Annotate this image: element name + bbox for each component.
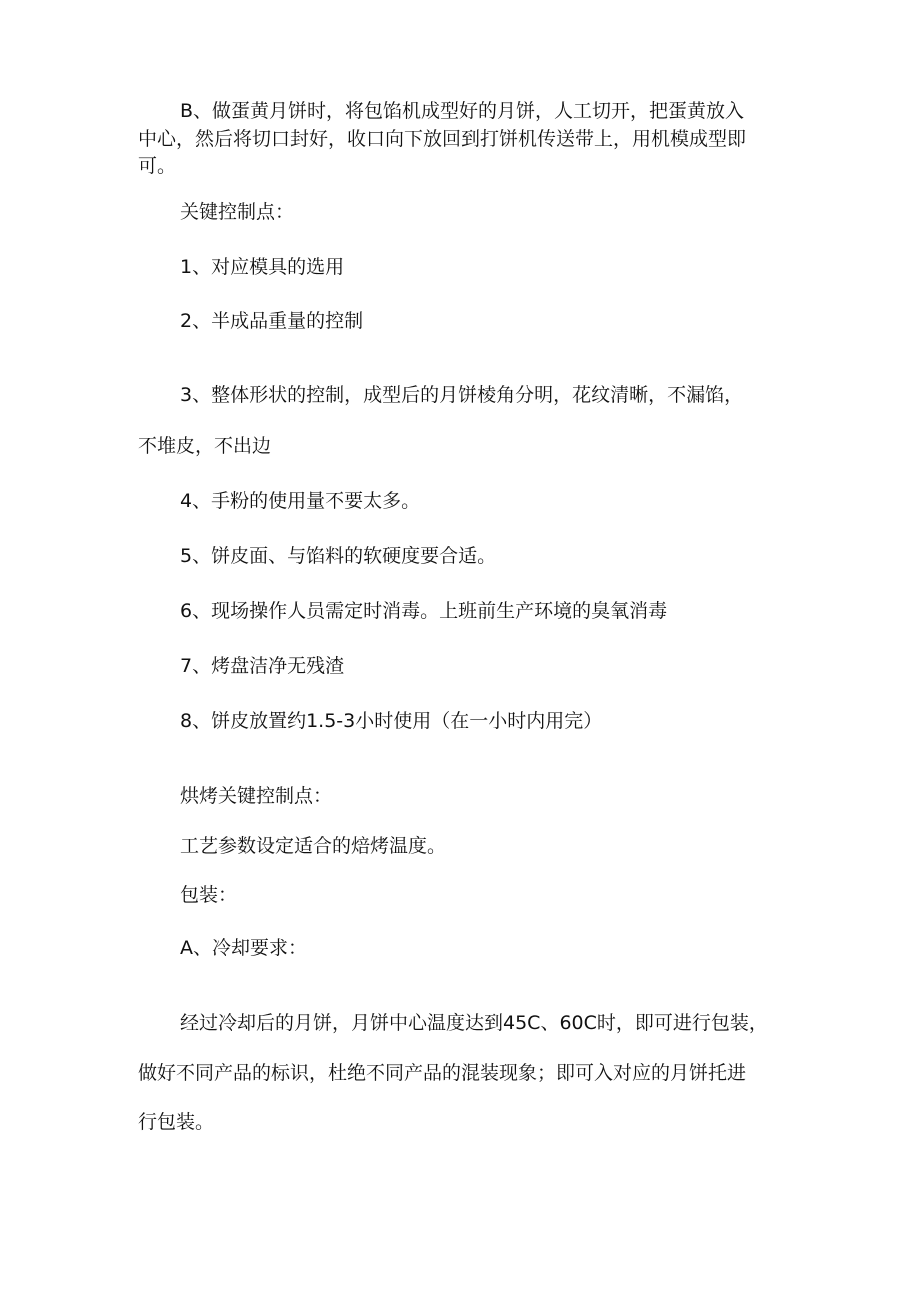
- cooling-paragraph-line-1: 经过冷却后的月饼，月饼中心温度达到45C、60C时，即可进行包装，: [180, 1012, 768, 1034]
- paragraph-b-line-1: B、做蛋黄月饼时，将包馅机成型好的月饼，人工切开，把蛋黄放入: [180, 100, 745, 122]
- key-point-3: 3、整体形状的控制，成型后的月饼棱角分明，花纹清晰，不漏馅，: [180, 384, 744, 406]
- key-point-5: 5、饼皮面、与馅料的软硬度要合适。: [180, 545, 497, 567]
- packaging-heading: 包装：: [180, 884, 238, 906]
- key-points-heading: 关键控制点：: [180, 201, 295, 223]
- key-point-8: 8、饼皮放置约1.5-3小时使用（在一小时内用完）: [180, 710, 603, 732]
- key-point-2: 2、半成品重量的控制: [180, 310, 364, 332]
- cooling-paragraph-line-2: 做好不同产品的标识，杜绝不同产品的混装现象；即可入对应的月饼托进: [138, 1062, 747, 1084]
- key-point-6: 6、现场操作人员需定时消毒。上班前生产环境的臭氧消毒: [180, 600, 668, 622]
- key-point-1: 1、对应模具的选用: [180, 256, 345, 278]
- paragraph-b-line-3: 可。: [138, 155, 177, 177]
- cooling-paragraph-line-3: 行包装。: [138, 1111, 215, 1133]
- paragraph-b-line-2: 中心，然后将切口封好，收口向下放回到打饼机传送带上，用机模成型即: [138, 128, 747, 150]
- cooling-heading: A、冷却要求：: [180, 937, 307, 959]
- key-point-7: 7、烤盘洁净无残渣: [180, 655, 345, 677]
- key-point-4: 4、手粉的使用量不要太多。: [180, 490, 421, 512]
- baking-text: 工艺参数设定适合的焙烤温度。: [180, 835, 447, 857]
- key-point-3-continuation: 不堆皮，不出边: [138, 435, 272, 457]
- baking-heading: 烘烤关键控制点：: [180, 785, 333, 807]
